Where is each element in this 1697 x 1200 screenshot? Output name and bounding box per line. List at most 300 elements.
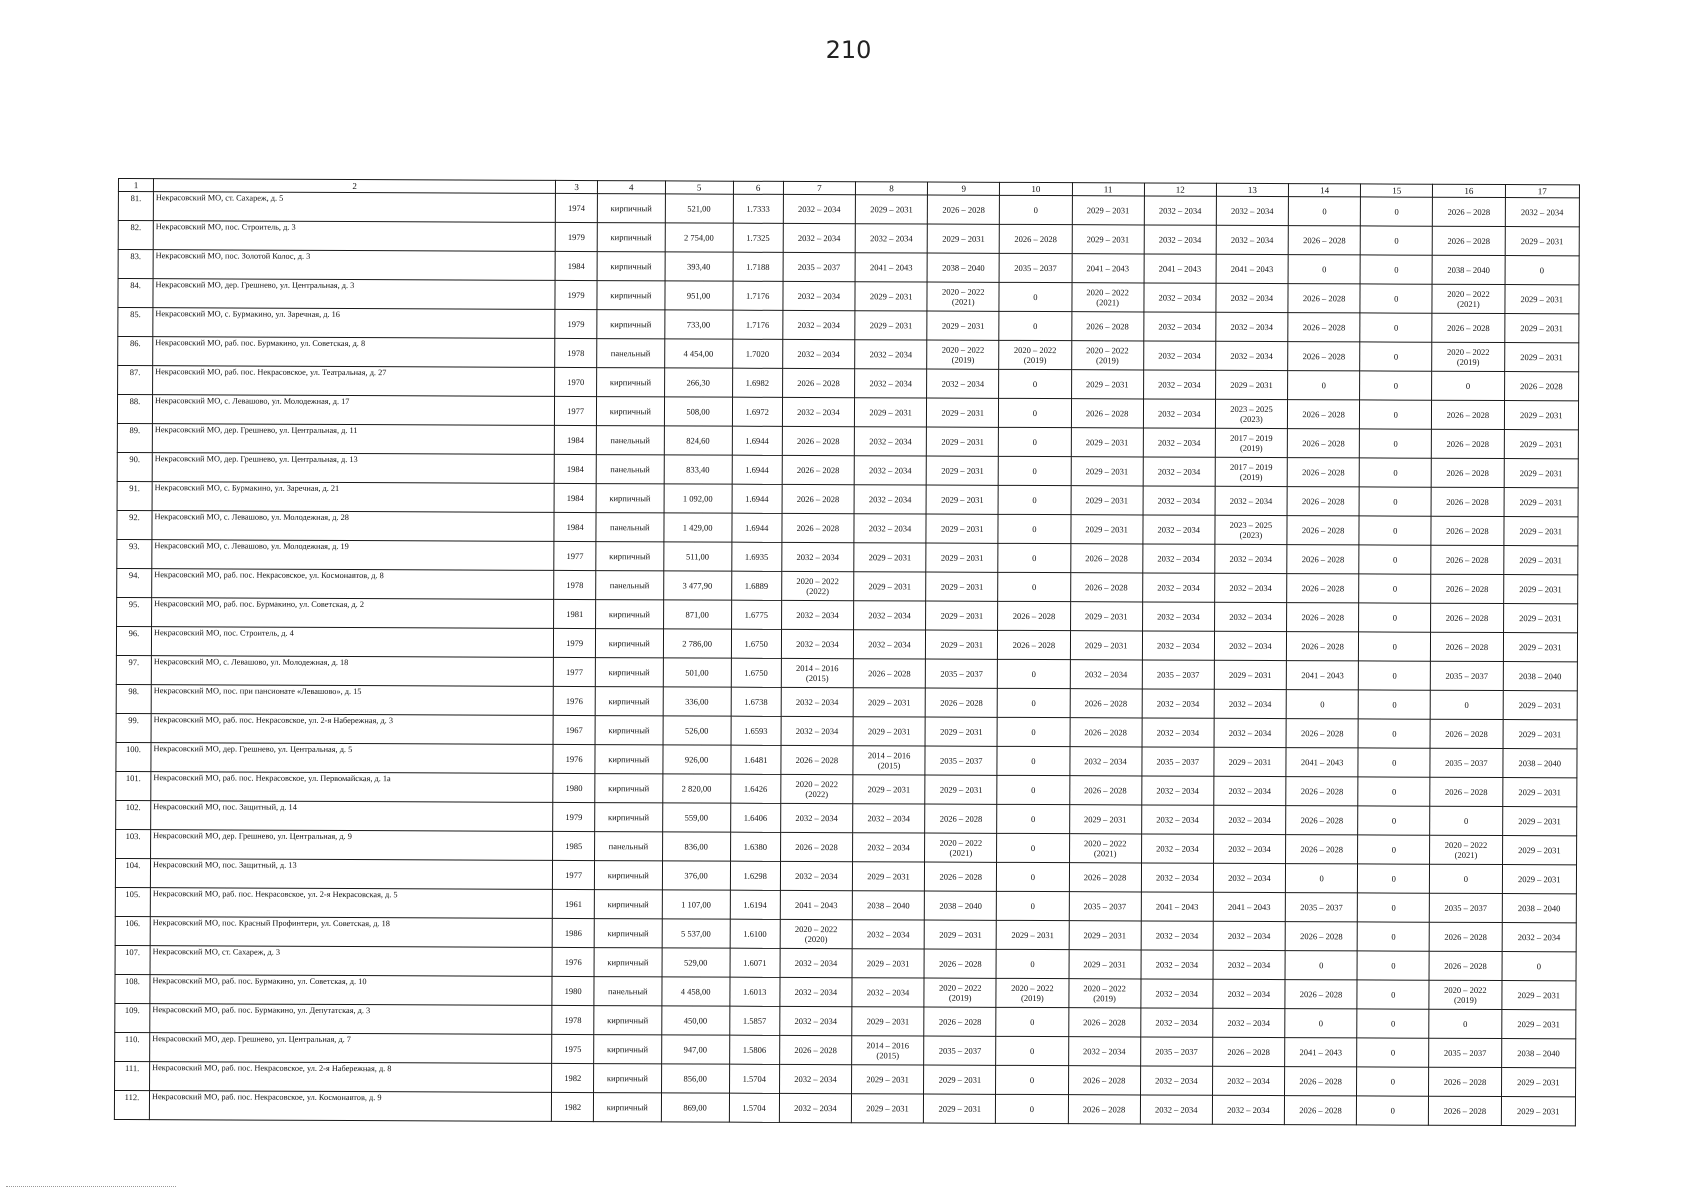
table-cell: 1.6426	[730, 774, 780, 803]
scan-artifact-line	[6, 1186, 176, 1188]
table-cell: 2026 – 2028	[782, 484, 854, 513]
table-cell: 2029 – 2031	[1504, 285, 1579, 314]
table-cell: 926,00	[663, 745, 731, 774]
column-header-12: 12	[1144, 183, 1216, 196]
table-cell: 1 092,00	[664, 484, 732, 513]
address-cell: Некрасовский МО, пос. Красный Профинтерн, ул. Советская, д. 18	[150, 917, 553, 948]
table-cell: 0	[998, 485, 1070, 514]
table-cell: 2026 – 2028	[1288, 284, 1360, 313]
table-cell: 5 537,00	[662, 919, 730, 948]
table-cell: 2032 – 2034	[1142, 573, 1214, 602]
table-cell: 2026 – 2028	[1431, 632, 1503, 661]
table-cell: 0	[996, 949, 1068, 978]
table-cell: 0	[1288, 371, 1360, 400]
table-cell: 0	[997, 833, 1069, 862]
table-cell: 2029 – 2031	[853, 775, 925, 804]
table-cell: 2026 – 2028	[1287, 458, 1359, 487]
table-cell: 2029 – 2031	[1504, 430, 1579, 459]
table-cell: 2032 – 2034	[1142, 602, 1214, 631]
table-cell: 1967	[553, 715, 595, 744]
table-cell: 2032 – 2034	[1213, 979, 1285, 1008]
table-cell: 2032 – 2034	[1502, 923, 1577, 952]
table-cell: 2020 – 2022 (2019)	[1068, 979, 1140, 1008]
table-cell: 2032 – 2034	[1214, 718, 1286, 747]
table-cell: 0	[1358, 777, 1430, 806]
table-cell: 0	[1359, 603, 1431, 632]
table-cell: 1.6380	[730, 832, 780, 861]
table-cell: 2032 – 2034	[1143, 399, 1215, 428]
table-cell: 0	[998, 572, 1070, 601]
table-cell: 2029 – 2031	[1069, 950, 1141, 979]
table-cell: 2 786,00	[663, 629, 731, 658]
table-cell: 2023 – 2025 (2023)	[1215, 399, 1287, 428]
row-number-cell: 95.	[117, 597, 152, 626]
table-cell: 1.6071	[730, 948, 780, 977]
table-cell: 0	[1358, 748, 1430, 777]
table-cell: 2041 – 2043	[1144, 254, 1216, 283]
table-cell: 2032 – 2034	[855, 340, 927, 369]
address-cell: Некрасовский МО, с. Левашово, ул. Молодежная, д. 28	[152, 511, 555, 542]
table-cell: кирпичный	[595, 658, 663, 687]
table-cell: кирпичный	[595, 600, 663, 629]
table-cell: 2032 – 2034	[854, 601, 926, 630]
table-cell: 0	[1360, 313, 1432, 342]
table-cell: кирпичный	[597, 368, 665, 397]
table-cell: 2032 – 2034	[1140, 1095, 1212, 1124]
table-cell: 2032 – 2034	[780, 803, 852, 832]
table-cell: 2038 – 2040	[1503, 662, 1578, 691]
table-cell: 2026 – 2028	[925, 804, 997, 833]
table-cell: 0	[1285, 1009, 1357, 1038]
row-number-cell: 110.	[115, 1032, 150, 1061]
address-cell: Некрасовский МО, раб. пос. Бурмакино, ул. Советская, д. 2	[152, 598, 555, 629]
column-header-11: 11	[1072, 183, 1144, 196]
table-cell: 1961	[553, 889, 595, 918]
table-cell: 2032 – 2034	[1140, 1066, 1212, 1095]
table-cell: 1.7176	[732, 281, 782, 310]
table-cell: кирпичный	[596, 397, 664, 426]
table-cell: 2026 – 2028	[1213, 1037, 1285, 1066]
table-cell: 2029 – 2031	[1501, 981, 1576, 1010]
table-cell: кирпичный	[594, 890, 662, 919]
table-cell: кирпичный	[595, 629, 663, 658]
address-cell: Некрасовский МО, раб. пос. Бурмакино, ул. Советская, д. 10	[150, 975, 553, 1006]
table-cell: 2026 – 2028	[1286, 632, 1358, 661]
table-cell: 2032 – 2034	[1214, 689, 1286, 718]
table-cell: 2026 – 2028	[1068, 1008, 1140, 1037]
address-cell: Некрасовский МО, раб. пос. Некрасовское, ул. Первомайская, д. 1а	[151, 772, 554, 803]
table-cell: 2026 – 2028	[1069, 863, 1141, 892]
table-cell: 2032 – 2034	[853, 833, 925, 862]
table-cell: 2029 – 2031	[854, 572, 926, 601]
table-cell: 2029 – 2031	[1214, 747, 1286, 776]
table-cell: 2029 – 2031	[926, 601, 998, 630]
table-cell: 2032 – 2034	[781, 600, 853, 629]
row-number-cell: 87.	[118, 366, 153, 395]
table-cell: 2014 – 2016 (2015)	[781, 658, 853, 687]
table-cell: 2026 – 2028	[1070, 544, 1142, 573]
address-cell: Некрасовский МО, пос. Золотой Колос, д. 3	[153, 250, 556, 281]
table-cell: 2032 – 2034	[783, 339, 855, 368]
table-cell: 1.6775	[731, 600, 781, 629]
table-cell: 2026 – 2028	[1286, 719, 1358, 748]
table-cell: 2041 – 2043	[1141, 892, 1213, 921]
table-cell: 2032 – 2034	[780, 948, 852, 977]
table-cell: кирпичный	[594, 948, 662, 977]
table-cell: 2026 – 2028	[924, 949, 996, 978]
row-number-cell: 104.	[115, 858, 150, 887]
table-cell: 2032 – 2034	[1215, 544, 1287, 573]
table-cell: 871,00	[663, 600, 731, 629]
table-cell: 0	[997, 746, 1069, 775]
table-cell: 1985	[553, 831, 595, 860]
table-cell: 2032 – 2034	[1143, 370, 1215, 399]
table-cell: панельный	[596, 455, 664, 484]
table-cell: 2041 – 2043	[1216, 254, 1288, 283]
table-cell: кирпичный	[595, 716, 663, 745]
table-cell: кирпичный	[597, 223, 665, 252]
table-cell: 1984	[555, 425, 597, 454]
table-cell: 2032 – 2034	[1142, 718, 1214, 747]
table-cell: 0	[1360, 284, 1432, 313]
table-cell: 2032 – 2034	[1214, 776, 1286, 805]
table-cell: 1.6406	[730, 803, 780, 832]
table-cell: 1 429,00	[664, 513, 732, 542]
table-cell: 2029 – 2031	[1502, 807, 1577, 836]
column-header-9: 9	[928, 182, 1000, 195]
table-cell: 2029 – 2031	[1501, 1010, 1576, 1039]
address-cell: Некрасовский МО, ст. Сахареж, д. 3	[150, 946, 553, 977]
address-cell: Некрасовский МО, пос. Строитель, д. 4	[151, 627, 554, 658]
table-cell: 2032 – 2034	[1141, 776, 1213, 805]
table-cell: 2029 – 2031	[926, 427, 998, 456]
column-header-7: 7	[783, 181, 855, 194]
table-cell: 2029 – 2031	[1504, 488, 1579, 517]
table-cell: кирпичный	[596, 542, 664, 571]
table-cell: 2029 – 2031	[1072, 196, 1144, 225]
table-cell: 2032 – 2034	[1216, 225, 1288, 254]
table-cell: 2035 – 2037	[783, 252, 855, 281]
table-cell: 2038 – 2040	[927, 253, 999, 282]
table-cell: 2032 – 2034	[1068, 1037, 1140, 1066]
table-cell: 0	[998, 688, 1070, 717]
table-cell: 2032 – 2034	[1141, 863, 1213, 892]
table-cell: 2032 – 2034	[1144, 312, 1216, 341]
column-header-15: 15	[1361, 184, 1433, 197]
table-cell: 2032 – 2034	[1142, 689, 1214, 718]
table-cell: 2032 – 2034	[1141, 950, 1213, 979]
table-body	[114, 192, 1579, 1126]
table-cell: 1984	[555, 251, 597, 280]
column-header-10: 10	[1000, 182, 1072, 195]
table-cell: 2029 – 2031	[851, 1094, 923, 1123]
table-cell: 2041 – 2043	[780, 890, 852, 919]
row-number-cell: 84.	[118, 279, 153, 308]
table-cell: 2026 – 2028	[1068, 1066, 1140, 1095]
table-cell: 2029 – 2031	[1502, 836, 1577, 865]
table-cell: 0	[1359, 458, 1431, 487]
table-cell: 0	[999, 282, 1071, 311]
table-cell: 2029 – 2031	[1503, 517, 1578, 546]
table-cell: 2014 – 2016 (2015)	[852, 1036, 924, 1065]
table-cell: 450,00	[662, 1006, 730, 1035]
table-cell: 2026 – 2028	[1286, 835, 1358, 864]
table-cell: 2029 – 2031	[1503, 575, 1578, 604]
address-cell: Некрасовский МО, дер. Грешнево, ул. Центральная, д. 9	[151, 830, 554, 861]
table-cell: 2041 – 2043	[1072, 254, 1144, 283]
table-cell: 2029 – 2031	[1070, 631, 1142, 660]
address-cell: Некрасовский МО, раб. пос. Некрасовское, ул. Космонавтов, д. 8	[152, 569, 555, 600]
table-cell: 2026 – 2028	[1431, 487, 1503, 516]
table-cell: 2029 – 2031	[926, 456, 998, 485]
row-number-cell: 88.	[117, 395, 152, 424]
table-cell: 951,00	[665, 281, 733, 310]
column-header-5: 5	[665, 181, 733, 194]
table-cell: 2032 – 2034	[1214, 631, 1286, 660]
table-cell: 1982	[552, 1063, 594, 1092]
table-cell: 2029 – 2031	[854, 398, 926, 427]
table-cell: 2032 – 2034	[1212, 1095, 1284, 1124]
document-table-wrapper	[114, 178, 1580, 1126]
table-cell: 0	[1285, 951, 1357, 980]
table-cell: 0	[1360, 226, 1432, 255]
table-cell: 2032 – 2034	[1144, 196, 1216, 225]
table-cell: 0	[999, 427, 1071, 456]
table-cell: 0	[997, 717, 1069, 746]
table-cell: 0	[1357, 1096, 1429, 1125]
address-cell: Некрасовский МО, дер. Грешнево, ул. Центральная, д. 13	[152, 453, 555, 484]
table-cell: 1.7325	[733, 223, 783, 252]
row-number-cell: 93.	[117, 539, 152, 568]
column-header-6: 6	[733, 181, 783, 194]
table-cell: 2026 – 2028	[780, 832, 852, 861]
table-cell: 0	[996, 1094, 1068, 1123]
table-cell: 2026 – 2028	[998, 601, 1070, 630]
table-cell: 1982	[552, 1092, 594, 1121]
row-number-cell: 102.	[116, 800, 151, 829]
table-cell: 2026 – 2028	[1285, 980, 1357, 1009]
table-cell: 0	[1430, 806, 1502, 835]
table-cell: 2041 – 2043	[1213, 892, 1285, 921]
table-cell: 2038 – 2040	[1502, 894, 1577, 923]
table-cell: 1984	[554, 483, 596, 512]
table-cell: 2032 – 2034	[779, 1064, 851, 1093]
table-cell: 2020 – 2022 (2019)	[1071, 341, 1143, 370]
table-cell: 2035 – 2037	[924, 1036, 996, 1065]
table-cell: 2032 – 2034	[852, 978, 924, 1007]
table-cell: 2032 – 2034	[855, 224, 927, 253]
table-cell: 2026 – 2028	[998, 630, 1070, 659]
address-cell: Некрасовский МО, с. Бурмакино, ул. Заречная, д. 21	[152, 482, 555, 513]
table-cell: 2026 – 2028	[1430, 777, 1502, 806]
table-cell: 0	[996, 1007, 1068, 1036]
table-cell: 1.5704	[729, 1093, 779, 1122]
table-cell: 2026 – 2028	[1286, 806, 1358, 835]
table-cell: 2035 – 2037	[1430, 748, 1502, 777]
table-cell: 2029 – 2031	[926, 485, 998, 514]
table-cell: 0	[1430, 864, 1502, 893]
table-cell: 2026 – 2028	[1431, 574, 1503, 603]
table-cell: 2035 – 2037	[1429, 1038, 1501, 1067]
table-cell: 2032 – 2034	[1505, 198, 1580, 227]
table-cell: 2026 – 2028	[1285, 1067, 1357, 1096]
address-cell: Некрасовский МО, раб. пос. Бурмакино, ул. Советская, д. 8	[153, 337, 556, 368]
table-cell: 1.6750	[731, 629, 781, 658]
table-cell: 2032 – 2034	[853, 630, 925, 659]
table-cell: 1.6935	[731, 542, 781, 571]
table-cell: кирпичный	[595, 745, 663, 774]
table-cell: 2026 – 2028	[1429, 951, 1501, 980]
table-cell: 376,00	[662, 861, 730, 890]
table-cell: 2032 – 2034	[852, 920, 924, 949]
table-cell: 2026 – 2028	[1433, 226, 1505, 255]
table-cell: 4 458,00	[662, 977, 730, 1006]
table-cell: 529,00	[662, 948, 730, 977]
table-cell: 2035 – 2037	[1142, 660, 1214, 689]
address-cell: Некрасовский МО, раб. пос. Некрасовское, ул. Театральная, д. 27	[153, 366, 556, 397]
table-cell: 2026 – 2028	[1287, 487, 1359, 516]
table-cell: 1979	[555, 280, 597, 309]
table-cell: 1.6013	[729, 977, 779, 1006]
table-cell: 2032 – 2034	[781, 629, 853, 658]
table-cell: 1.6972	[732, 397, 782, 426]
table-cell: 1.6194	[730, 890, 780, 919]
table-cell: 2029 – 2031	[925, 717, 997, 746]
table-cell: 2029 – 2031	[854, 543, 926, 572]
table-cell: 1979	[555, 309, 597, 338]
table-row	[114, 1090, 1575, 1125]
table-cell: 0	[1357, 1067, 1429, 1096]
table-cell: 559,00	[662, 803, 730, 832]
row-number-cell: 81.	[118, 192, 153, 221]
table-cell: 1976	[552, 947, 594, 976]
table-cell: 2029 – 2031	[927, 311, 999, 340]
table-cell: 1980	[552, 976, 594, 1005]
table-cell: 2035 – 2037	[925, 746, 997, 775]
table-cell: 0	[1359, 632, 1431, 661]
table-cell: 2026 – 2028	[1287, 603, 1359, 632]
table-cell: 1979	[553, 802, 595, 831]
column-header-8: 8	[855, 182, 927, 195]
table-cell: 2026 – 2028	[1432, 400, 1504, 429]
table-cell: 2035 – 2037	[925, 659, 997, 688]
row-number-cell: 90.	[117, 452, 152, 481]
row-number-cell: 100.	[116, 742, 151, 771]
table-cell: 1976	[554, 686, 596, 715]
table-cell: 2029 – 2031	[927, 398, 999, 427]
table-cell: 2032 – 2034	[782, 542, 854, 571]
table-cell: 2026 – 2028	[1285, 922, 1357, 951]
table-cell: 733,00	[665, 310, 733, 339]
row-number-cell: 103.	[116, 829, 151, 858]
table-cell: 2032 – 2034	[781, 716, 853, 745]
table-cell: кирпичный	[597, 194, 665, 223]
table-cell: 2026 – 2028	[1432, 313, 1504, 342]
table-cell: 1.7020	[732, 339, 782, 368]
table-cell: 2032 – 2034	[1142, 631, 1214, 660]
table-cell: 2038 – 2040	[1502, 749, 1577, 778]
table-cell: 2035 – 2037	[1142, 747, 1214, 776]
table-cell: 2032 – 2034	[854, 485, 926, 514]
table-cell: 2032 – 2034	[779, 1093, 851, 1122]
table-cell: 2032 – 2034	[1216, 196, 1288, 225]
table-cell: 2032 – 2034	[1215, 486, 1287, 515]
table-cell: 2026 – 2028	[1432, 458, 1504, 487]
table-cell: 2032 – 2034	[1141, 979, 1213, 1008]
row-number-cell: 111.	[115, 1061, 150, 1090]
row-number-cell: 86.	[118, 337, 153, 366]
table-cell: 2032 – 2034	[1216, 341, 1288, 370]
table-cell: 0	[1429, 1009, 1501, 1038]
table-cell: 2026 – 2028	[1431, 516, 1503, 545]
table-cell: 2029 – 2031	[1215, 370, 1287, 399]
table-cell: 2026 – 2028	[1288, 313, 1360, 342]
table-cell: 1979	[554, 628, 596, 657]
table-cell: 2026 – 2028	[1071, 312, 1143, 341]
table-cell: 1.6298	[730, 861, 780, 890]
table-cell: 2032 – 2034	[1216, 312, 1288, 341]
table-cell: 2032 – 2034	[1143, 457, 1215, 486]
table-cell: панельный	[596, 513, 664, 542]
table-cell: кирпичный	[594, 1035, 662, 1064]
table-cell: 2035 – 2037	[1285, 893, 1357, 922]
table-cell: 0	[1432, 371, 1504, 400]
table-cell: 2026 – 2028	[924, 1007, 996, 1036]
table-cell: 2020 – 2022 (2019)	[924, 978, 996, 1007]
table-cell: 0	[1357, 1038, 1429, 1067]
table-cell: 336,00	[663, 687, 731, 716]
table-cell: 2041 – 2043	[855, 253, 927, 282]
table-cell: 511,00	[664, 542, 732, 571]
table-cell: 0	[1358, 719, 1430, 748]
table-cell: 0	[1360, 400, 1432, 429]
table-cell: 1.5806	[729, 1035, 779, 1064]
table-cell: 2032 – 2034	[855, 369, 927, 398]
table-cell: 2020 – 2022 (2019)	[1429, 980, 1501, 1009]
table-cell: 2020 – 2022 (2019)	[1432, 342, 1504, 371]
table-cell: 2032 – 2034	[783, 194, 855, 223]
table-cell: 2020 – 2022 (2019)	[999, 340, 1071, 369]
table-cell: 2026 – 2028	[1429, 1067, 1501, 1096]
table-cell: 2032 – 2034	[1144, 225, 1216, 254]
row-number-cell: 96.	[116, 626, 151, 655]
table-cell: 2029 – 2031	[852, 862, 924, 891]
row-number-cell: 97.	[116, 655, 151, 684]
table-cell: кирпичный	[595, 774, 663, 803]
table-cell: 2026 – 2028	[782, 455, 854, 484]
table-cell: 2032 – 2034	[854, 456, 926, 485]
table-cell: 2026 – 2028	[1070, 573, 1142, 602]
row-number-cell: 112.	[114, 1090, 149, 1119]
table-cell: 2026 – 2028	[1069, 776, 1141, 805]
table-cell: 2026 – 2028	[782, 368, 854, 397]
address-cell: Некрасовский МО, раб. пос. Бурмакино, ул. Депутатская, д. 3	[150, 1004, 553, 1035]
table-cell: 2035 – 2037	[1431, 661, 1503, 690]
table-cell: 0	[999, 311, 1071, 340]
table-cell: 2020 – 2022 (2021)	[927, 282, 999, 311]
table-cell: 2029 – 2031	[853, 717, 925, 746]
address-cell: Некрасовский МО, с. Левашово, ул. Молодежная, д. 19	[152, 540, 555, 571]
table-cell: 856,00	[661, 1064, 729, 1093]
table-cell: 2032 – 2034	[1141, 805, 1213, 834]
table-cell: 1.6750	[731, 658, 781, 687]
table-cell: 869,00	[661, 1093, 729, 1122]
table-cell: 2020 – 2022 (2021)	[1069, 834, 1141, 863]
table-cell: 2032 – 2034	[854, 514, 926, 543]
table-cell: 1.6889	[731, 571, 781, 600]
table-cell: 1977	[554, 541, 596, 570]
table-cell: 0	[997, 775, 1069, 804]
